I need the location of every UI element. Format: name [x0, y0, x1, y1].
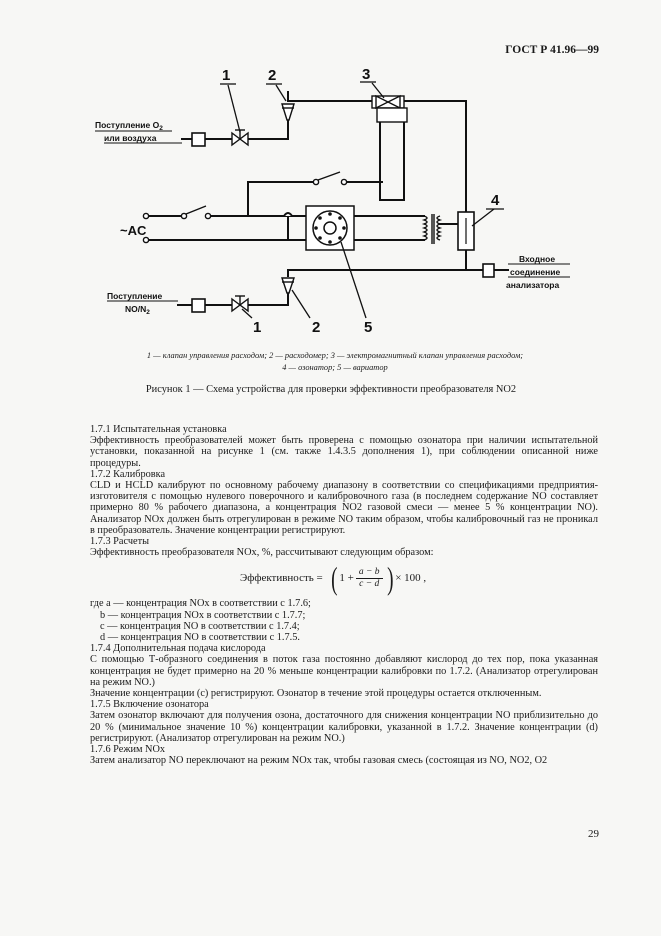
inlet-o2-label: Поступление O [95, 120, 160, 130]
definition-b: b — концентрация NOx в соответствии с 1.7.7; [100, 609, 306, 621]
section-1-7-1-title: 1.7.1 Испытательная установка [90, 424, 227, 435]
callout-2b: 2 [312, 319, 321, 336]
callout-1: 1 [222, 67, 231, 84]
inlet-no-label-2: NO/N [125, 304, 147, 314]
outlet-label-1: Входное [519, 254, 556, 264]
variable-definitions [90, 598, 598, 643]
section-1-7-2-title: 1.7.2 Калибровка [90, 468, 166, 480]
definition-d: d — концентрация NO в соответствии с 1.7.5. [100, 632, 300, 644]
callout-4: 4 [491, 192, 500, 209]
formula-lhs: Эффективность = [240, 571, 323, 584]
callout-5: 5 [364, 319, 373, 336]
section-1-7-4-text-2: Значение концентрации (c) регистрируют. Озонатор в течение этой процедуры остается отключенным. [90, 688, 542, 700]
document-header: ГОСТ Р 41.96—99 [505, 44, 599, 56]
inlet-no-label: Поступление [107, 291, 163, 301]
section-1-7-3-text: Эффективность преобразователя NOx, %, рассчитывают следующим образом: [90, 547, 434, 559]
figure-legend: 1 — клапан управления расходом; 2 — расходомер; 3 — электромагнитный клапан управления расходом; 4 — озонатор; 5 — вариатор [146, 351, 524, 372]
formula-rhs: × 100 , [395, 571, 427, 584]
page-number: 29 [588, 828, 599, 840]
section-1-7-1-text: Эффективность преобразователей может быть проверена с помощью озонатора при наличии испытательной установки, показанной на рисунке 1 (см. также 1.4.3.5 дополнения 1), при соблюдении описанной ниже процедуры. [90, 435, 598, 469]
section-1-7-5-title: 1.7.5 Включение озонатора [90, 699, 209, 711]
section-1-7-3-title: 1.7.3 Расчеты [90, 536, 149, 548]
definition-a: где a — концентрация NOx в соответствии с 1.7.6; [90, 598, 311, 610]
formula-fraction: $\frac{a - b}{c - d}$ [356, 567, 383, 590]
outlet-label-2: соединение [510, 267, 561, 277]
section-1-7-4-text: С помощью Т-образного соединения в поток газа постоянно добавляют кислород до тех пор, пока указанная концентрация не будет примерно на 20 % меньше концентрации калибровки по 1.7.2. (Анализатор отрегулирован на режим NO.) [90, 654, 598, 688]
callout-2: 2 [268, 67, 277, 84]
section-1-7-4-title: 1.7.4 Дополнительная подача кислорода [90, 643, 266, 655]
section-1-7-2-text: CLD и HCLD калибруют по основному рабочему диапазону в соответствии со спецификациями предприятия-изготовителя с помощью нулевого поверочного и калибровочного газа (в последнем содержание NO составляет примерно 80 % рабочего диапазона, а концентрация NO2 газовой смеси — менее 5 % концентрации NO). Анализатор NOx должен быть отрегулирован в режиме NO таким образом, чтобы калибровочный газ не проникал в преобразователь. Значение концентрации регистрируют. [90, 480, 598, 536]
outlet-label-3: анализатора [506, 280, 560, 290]
svg-text:Поступление O2: Поступление $O_2$ [95, 120, 163, 132]
figure-caption: Рисунок 1 — Схема устройства для проверки эффективности преобразователя NO2 [145, 384, 517, 395]
document-body [90, 424, 598, 766]
ac-label: ~AC [120, 223, 147, 238]
callout-1b: 1 [253, 319, 262, 336]
efficiency-formula: Эффективность = ( 1 + $\frac{a - b}{c - d}$ ) × 100 , [240, 560, 427, 597]
section-1-7-6-text: Затем анализатор NO переключают на режим NOx так, чтобы газовая смесь (состоящая из NO, NO2, O2 [90, 755, 548, 767]
section-1-7-6-title: 1.7.6 Режим NOx [90, 744, 166, 756]
formula-one: 1 + [339, 571, 354, 584]
section-1-7-5-text: Затем озонатор включают для получения озона, достаточного для снижения концентрации NO приблизительно до 20 % (минимальное значение 10 %) концентрации калибровки, указанной в 1.7.2. Значение концентрации (d) регистрируют. (Анализатор отрегулирован на режим NO.) [90, 710, 598, 744]
callout-3: 3 [362, 66, 371, 83]
definition-c: c — концентрация NO в соответствии с 1.7.4; [100, 620, 300, 632]
svg-text:NO/N2: $NO/N_2$ [125, 304, 150, 316]
inlet-o2-label-2: или воздуха [104, 133, 157, 143]
schematic-diagram [0, 0, 661, 360]
